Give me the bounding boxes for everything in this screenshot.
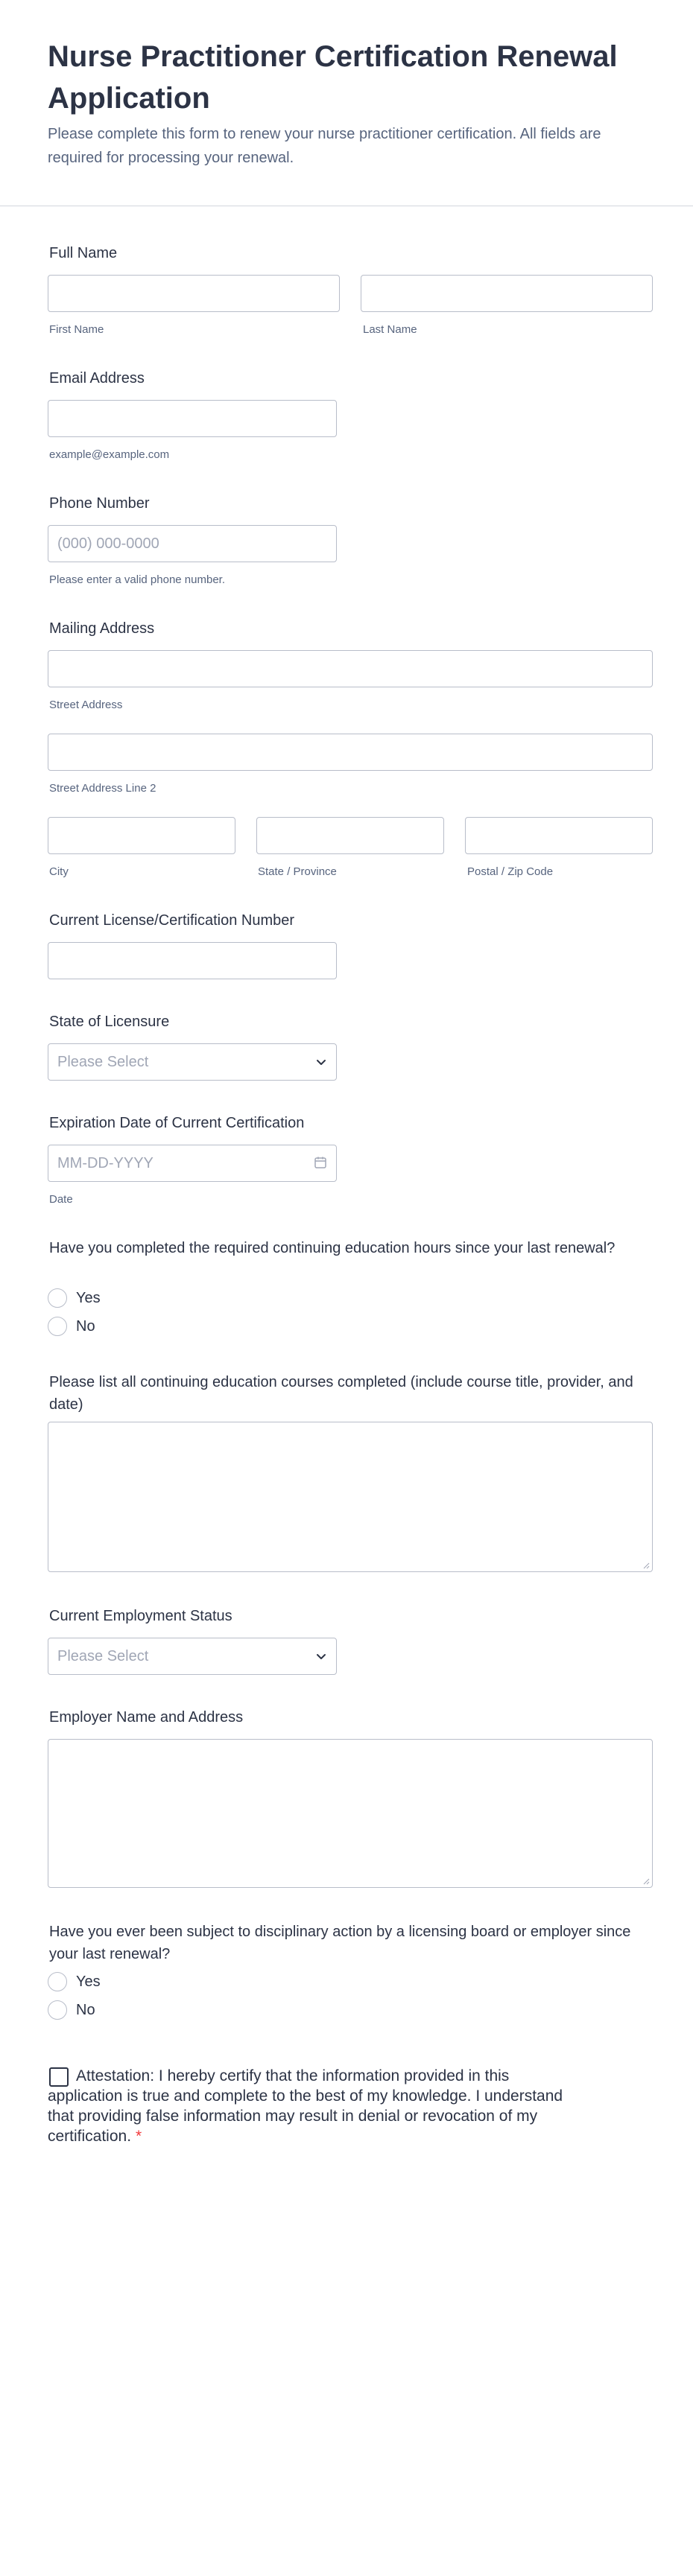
expiration-date-placeholder: MM-DD-YYYY	[57, 1155, 154, 1171]
radio-label: No	[76, 1317, 95, 1335]
employment-status-selected: Please Select	[57, 1648, 149, 1664]
radio-button[interactable]	[48, 1317, 67, 1336]
expiration-date-sublabel: Date	[49, 1193, 73, 1206]
phone-label: Phone Number	[49, 495, 150, 512]
state-licensure-label: State of Licensure	[49, 1014, 170, 1030]
street-address-2-input[interactable]	[48, 734, 653, 771]
required-mark: *	[136, 2128, 142, 2145]
expiration-date-input[interactable]	[48, 1145, 337, 1182]
last-name-input[interactable]	[361, 275, 653, 312]
employment-status-label: Current Employment Status	[49, 1608, 232, 1624]
last-name-sublabel: Last Name	[363, 323, 417, 336]
radio-button[interactable]	[48, 2000, 67, 2020]
license-number-input[interactable]	[48, 942, 337, 979]
city-input[interactable]	[48, 817, 235, 854]
radio-label: No	[76, 2001, 95, 2018]
email-label: Email Address	[49, 370, 145, 387]
expiration-date-label: Expiration Date of Current Certification	[49, 1115, 305, 1131]
phone-input[interactable]	[48, 525, 337, 562]
phone-sublabel: Please enter a valid phone number.	[49, 573, 225, 586]
disciplinary-label: Have you ever been subject to disciplinary action by a licensing board or employer since your last renewal?	[49, 1924, 631, 1962]
chevron-down-icon	[315, 1056, 327, 1068]
state-licensure-select[interactable]	[48, 1043, 337, 1081]
attestation-text	[48, 2066, 584, 2146]
resize-handle-icon[interactable]	[642, 1562, 650, 1569]
postal-code-sublabel: Postal / Zip Code	[467, 865, 554, 878]
chevron-down-icon	[315, 1650, 327, 1662]
street-address-2-sublabel: Street Address Line 2	[49, 782, 156, 795]
state-licensure-selected: Please Select	[57, 1054, 149, 1070]
resize-handle-icon[interactable]	[642, 1877, 650, 1885]
ce-hours-option-yes[interactable]	[48, 1287, 101, 1309]
radio-button[interactable]	[48, 1288, 67, 1308]
attestation-label: Attestation: I hereby certify that the information provided in this application is true and complete to the best of my knowledge. I understand that providing false information may result in denial or revocation of my certification.	[48, 2067, 563, 2145]
page-subtitle: Please complete this form to renew your nurse practitioner certification. All fields are required for processing your renewal.	[48, 126, 601, 166]
street-address-sublabel: Street Address	[49, 699, 123, 711]
ce-courses-textarea[interactable]	[48, 1422, 653, 1572]
first-name-sublabel: First Name	[49, 323, 104, 336]
radio-label: Yes	[76, 1973, 101, 1990]
email-sublabel: example@example.com	[49, 448, 170, 461]
radio-button[interactable]	[48, 1972, 67, 1991]
full-name-label: Full Name	[49, 245, 118, 261]
street-address-input[interactable]	[48, 650, 653, 687]
phone-placeholder: (000) 000-0000	[57, 535, 159, 552]
license-number-label: Current License/Certification Number	[49, 912, 295, 929]
ce-courses-label: Please list all continuing education courses completed (include course title, provider, and date)	[49, 1374, 633, 1413]
employment-status-select[interactable]	[48, 1638, 337, 1675]
ce-hours-label: Have you completed the required continuing education hours since your last renewal?	[49, 1240, 616, 1256]
employer-label: Employer Name and Address	[49, 1709, 244, 1726]
first-name-input[interactable]	[48, 275, 340, 312]
calendar-icon[interactable]	[314, 1156, 327, 1169]
radio-label: Yes	[76, 1289, 101, 1306]
city-sublabel: City	[49, 865, 69, 878]
state-province-sublabel: State / Province	[258, 865, 337, 878]
address-label: Mailing Address	[49, 620, 155, 637]
form-header	[48, 36, 659, 170]
email-input[interactable]	[48, 400, 337, 437]
page-title: Nurse Practitioner Certification Renewal Application	[48, 40, 618, 115]
ce-hours-option-no[interactable]	[48, 1315, 95, 1338]
disciplinary-option-yes[interactable]	[48, 1971, 101, 1993]
postal-code-input[interactable]	[465, 817, 653, 854]
disciplinary-option-no[interactable]	[48, 1999, 95, 2021]
state-province-input[interactable]	[256, 817, 444, 854]
employer-textarea[interactable]	[48, 1739, 653, 1888]
